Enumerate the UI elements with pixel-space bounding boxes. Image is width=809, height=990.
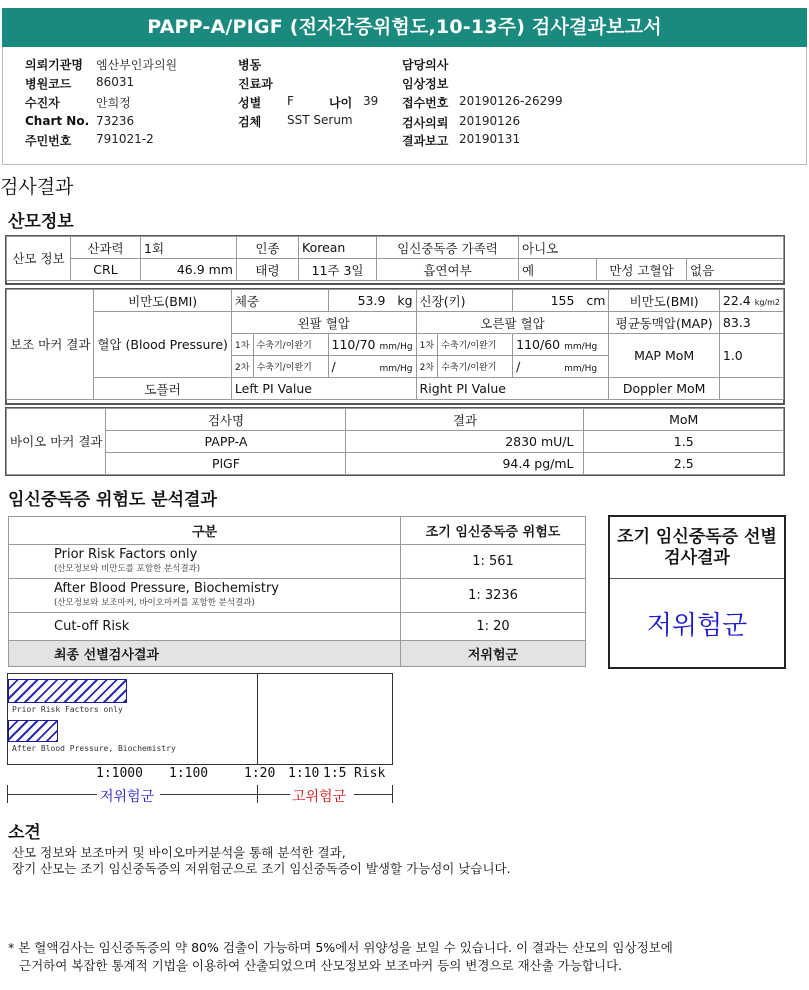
tick-10: 1:10: [288, 766, 320, 781]
left-second-unit: mm/Hg: [379, 364, 413, 374]
patient-value: 안희정: [96, 96, 131, 110]
risk-row-after-value: 1: 3236: [401, 579, 586, 613]
bmi2-label: 비만도(BMI): [609, 290, 719, 312]
hospital-value: 엠산부인과의원: [96, 58, 178, 72]
left-pi-label: Left PI Value: [231, 378, 416, 400]
final-result-value: 저위험군: [401, 641, 586, 667]
right-second-value: /: [516, 359, 521, 374]
right-first-value: 110/60: [516, 337, 561, 352]
bmi2-cell: [719, 290, 783, 312]
right-arm-label: 오른팔 혈압: [416, 312, 609, 334]
doppler-mom-label: Doppler MoM: [609, 378, 719, 400]
bio-name-header: 검사명: [106, 409, 346, 431]
left-second-cell: [328, 356, 416, 378]
map-value: 83.3: [719, 312, 783, 334]
receipt-no-value: 20190126-26299: [459, 94, 563, 108]
plgf-name: PlGF: [106, 453, 346, 475]
tick-20: 1:20: [244, 766, 276, 781]
parity-value: 1회: [141, 237, 237, 259]
risk-row-prior-value: 1: 561: [401, 545, 586, 579]
bmi2-value: 22.4: [722, 293, 751, 308]
risk-row-after: [9, 579, 401, 613]
risk-row-prior-sub: (산모정보와 비만도를 포함한 분석결과): [54, 563, 201, 574]
height-unit: cm: [586, 293, 606, 308]
crl-value: 46.9 mm: [141, 259, 237, 281]
right-second-label: 2차: [416, 356, 438, 378]
risk-table: [8, 516, 586, 667]
left-first-unit: mm/Hg: [379, 342, 413, 352]
final-result-label: 최종 선별검사결과: [9, 641, 401, 667]
bar-after-bp: [8, 720, 58, 742]
specimen-value: SST Serum: [287, 113, 353, 127]
left-first-sd: 수축기/이완기: [253, 334, 328, 356]
chart-no-value: 73236: [96, 114, 135, 128]
smoking-label: 흡연여부: [377, 259, 519, 281]
papp-a-name: PAPP-A: [106, 431, 346, 453]
crl-label: CRL: [71, 259, 141, 281]
doppler-mom-value: [719, 378, 783, 400]
resident-no-label: 주민번호: [25, 134, 72, 148]
risk-row-cutoff-value: 1: 20: [401, 613, 586, 641]
tick-5: 1:5: [323, 766, 347, 781]
right-pi-label: Right PI Value: [416, 378, 609, 400]
doctor-label: 담당의사: [402, 58, 449, 72]
left-second-sd: 수축기/이완기: [253, 356, 328, 378]
risk-category-header: 구분: [9, 517, 401, 545]
hospital-code-value: 86031: [96, 75, 135, 89]
report-title: PAPP-A/PIGF (전자간증위험도,10-13주) 검사결과보고서: [2, 8, 807, 47]
height-label: 신장(키): [416, 290, 513, 312]
bmi2-unit: kg/m2: [754, 298, 780, 307]
right-first-sd: 수축기/이완기: [438, 334, 513, 356]
doppler-label: 도플러: [94, 378, 232, 400]
weight-unit: kg: [397, 293, 413, 308]
ga-label: 태령: [237, 259, 299, 281]
low-risk-zone-label: 저위험군: [100, 789, 155, 805]
plgf-result: 94.4 pg/mL: [346, 453, 584, 475]
sex-value: F: [287, 94, 294, 108]
smoking-value: 예: [519, 259, 597, 281]
aux-table: [6, 289, 784, 400]
footnote-line-1: * 본 혈액검사는 임신중독증의 약 80% 검출이 가능하며 5%에서 위양성을 보일 수 있습니다. 이 결과는 산모의 임상정보에: [8, 940, 673, 955]
ga-value: 11주 3일: [299, 259, 377, 281]
risk-row-prior: [9, 545, 401, 579]
footnote-line-2: 근거하여 복잡한 통계적 기법을 이용하여 산출되었으며 산모정보와 보조마커 등의 변경으로 재산출 가능합니다.: [19, 958, 623, 973]
weight-value: 53.9: [357, 293, 386, 308]
bio-mom-header: MoM: [584, 409, 784, 431]
bp-label: 혈압 (Blood Pressure): [94, 312, 232, 378]
tick-1000: 1:1000: [96, 766, 143, 781]
patient-label: 수진자: [25, 96, 60, 110]
age-value: 39: [363, 94, 379, 108]
left-second-label: 2차: [231, 356, 253, 378]
right-first-label: 1차: [416, 334, 438, 356]
patient-header: [2, 47, 807, 165]
footnote: [8, 939, 673, 975]
screening-result-title: 조기 임신중독증 선별검사결과: [610, 517, 784, 579]
right-second-unit: mm/Hg: [564, 364, 598, 374]
high-range-line-b: [354, 794, 392, 795]
cutoff-line: [257, 674, 258, 764]
low-range-line-a: [7, 794, 97, 795]
risk-row-after-sub: (산모정보와 보조마커, 바이오마커를 포함한 분석결과): [54, 597, 255, 608]
section-opinion-title: 소견: [8, 823, 41, 843]
clinical-info-label: 임상정보: [402, 77, 449, 91]
dept-label: 진료과: [238, 77, 273, 91]
section-maternal-title: 산모정보: [8, 212, 74, 232]
bar-prior-risk: [8, 679, 127, 703]
age-label: 나이: [329, 96, 353, 110]
risk-chart: [7, 673, 393, 765]
left-second-value: /: [331, 359, 336, 374]
risk-row-prior-name: Prior Risk Factors only: [54, 546, 198, 562]
high-range-line-a: [257, 794, 290, 795]
section-results-title: 검사결과: [0, 176, 74, 198]
specimen-label: 검체: [238, 115, 262, 129]
htn-label: 만성 고혈압: [597, 259, 687, 281]
ward-label: 병동: [238, 58, 262, 72]
opinion-line-1: 산모 정보와 보조마커 및 바이오마커분석을 통해 분석한 결과,: [12, 845, 346, 860]
bar-after-bp-label: After Blood Pressure, Biochemistry: [12, 744, 176, 753]
opinion-text: [12, 845, 511, 877]
request-date-label: 검사의뢰: [402, 116, 449, 130]
opinion-line-2: 장기 산모는 조기 임신중독증의 저위험군으로 조기 임신중독증이 발생할 가능성이 낮습니다.: [12, 861, 511, 876]
tick-100: 1:100: [169, 766, 209, 781]
request-date-value: 20190126: [459, 114, 521, 128]
chart-no-label: Chart No.: [25, 114, 90, 128]
left-first-value: 110/70: [331, 337, 376, 352]
tick-risk: Risk: [354, 766, 386, 781]
bio-result-header: 결과: [346, 409, 584, 431]
low-range-line-b: [160, 794, 257, 795]
left-first-cell: [328, 334, 416, 356]
sex-label: 성별: [238, 96, 262, 110]
screening-result-value: 저위험군: [646, 611, 748, 641]
height-cell: [513, 290, 609, 312]
hospital-label: 의뢰기관명: [25, 58, 83, 72]
section-risk-title: 임신중독증 위험도 분석결과: [8, 490, 217, 510]
bio-table: [6, 408, 784, 475]
htn-value: 없음: [687, 259, 784, 281]
height-value: 155: [550, 293, 575, 308]
weight-label: 체중: [231, 290, 328, 312]
bar-prior-risk-label: Prior Risk Factors only: [12, 705, 123, 714]
maternal-group-label: 산모 정보: [7, 237, 71, 281]
hospital-code-label: 병원코드: [25, 77, 72, 91]
race-value: Korean: [299, 237, 377, 259]
parity-label: 산과력: [71, 237, 141, 259]
right-second-sd: 수축기/이완기: [438, 356, 513, 378]
right-second-cell: [513, 356, 609, 378]
weight-cell: [328, 290, 416, 312]
plgf-mom: 2.5: [584, 453, 784, 475]
family-history-value: 아니오: [519, 237, 784, 259]
report-date-value: 20190131: [459, 132, 521, 146]
range-end-mark: [392, 785, 393, 803]
map-mom-label: MAP MoM: [609, 334, 719, 378]
resident-no-value: 791021-2: [96, 132, 154, 146]
maternal-table: [6, 236, 784, 281]
report-date-label: 결과보고: [402, 134, 449, 148]
aux-group-label: 보조 마커 결과: [7, 290, 94, 400]
bmi-label: 비만도(BMI): [94, 290, 232, 312]
left-arm-label: 왼팔 혈압: [231, 312, 416, 334]
family-history-label: 임신중독증 가족력: [377, 237, 519, 259]
risk-value-header: 조기 임신중독증 위험도: [401, 517, 586, 545]
risk-row-cutoff-name: Cut-off Risk: [9, 613, 401, 641]
bio-group-label: 바이오 마커 결과: [7, 409, 106, 475]
papp-a-result: 2830 mU/L: [346, 431, 584, 453]
risk-row-after-name: After Blood Pressure, Biochemistry: [54, 580, 279, 596]
map-label: 평균동맥압(MAP): [609, 312, 719, 334]
receipt-no-label: 접수번호: [402, 96, 449, 110]
high-risk-zone-label: 고위험군: [292, 789, 347, 805]
papp-a-mom: 1.5: [584, 431, 784, 453]
right-first-unit: mm/Hg: [564, 342, 598, 352]
right-first-cell: [513, 334, 609, 356]
race-label: 인종: [237, 237, 299, 259]
map-mom-value: 1.0: [719, 334, 783, 378]
left-first-label: 1차: [231, 334, 253, 356]
screening-result-box: [608, 515, 786, 669]
